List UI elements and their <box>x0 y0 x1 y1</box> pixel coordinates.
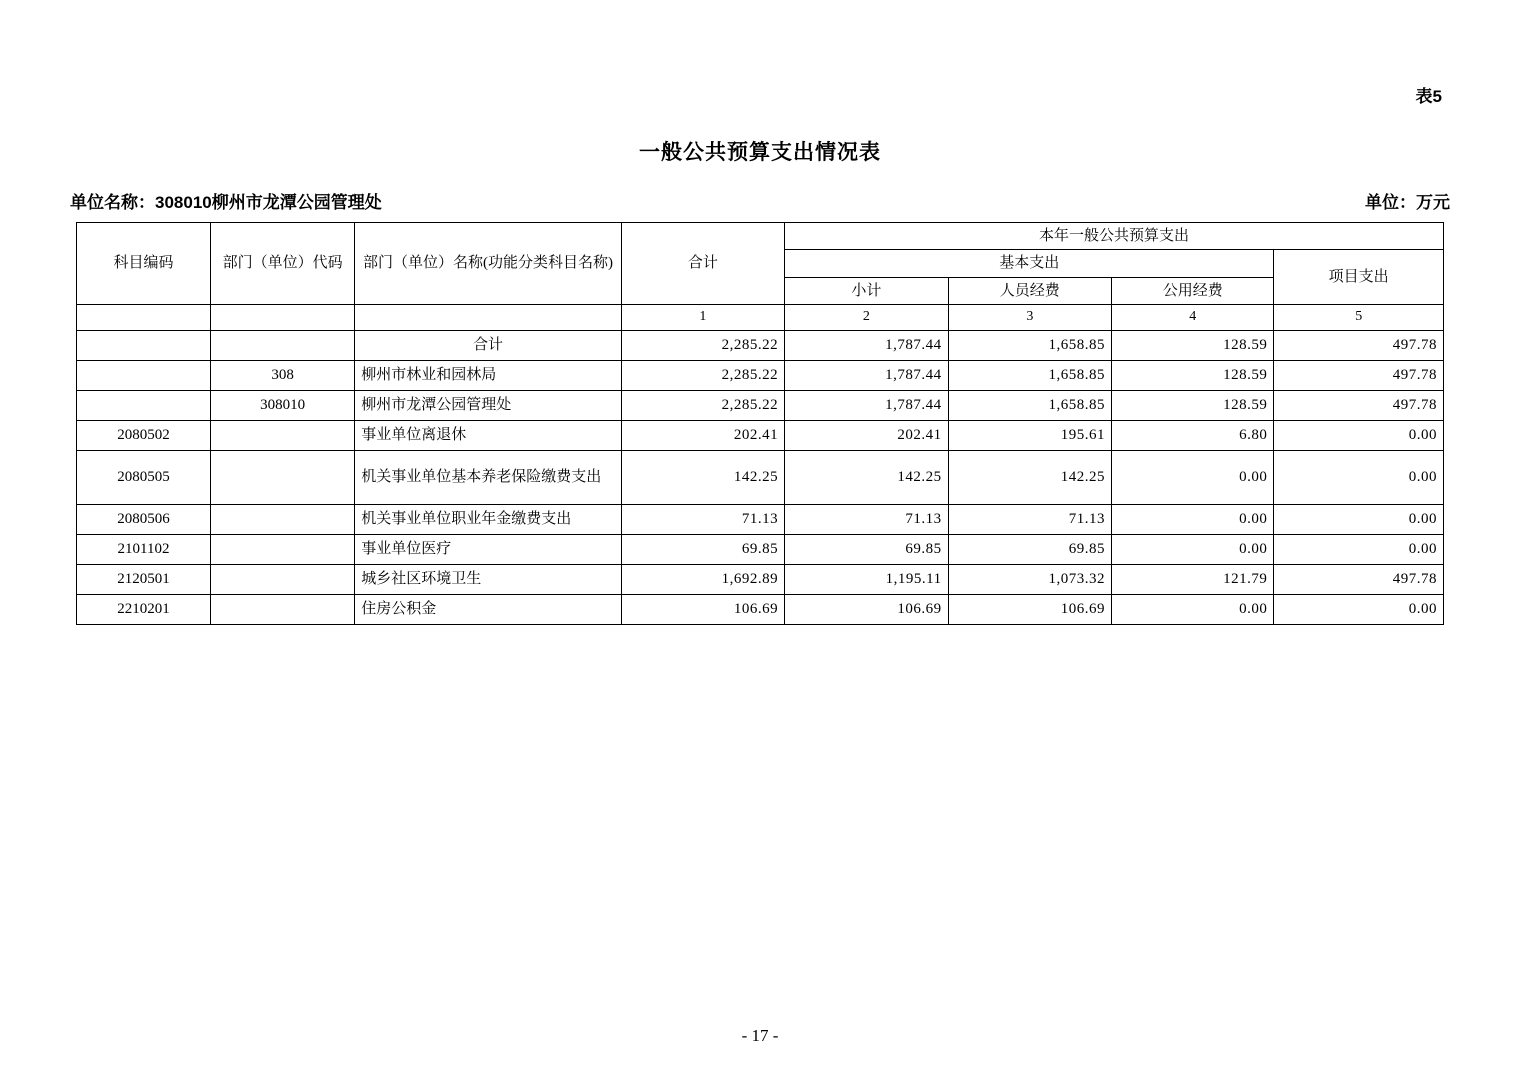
table-row <box>77 390 1444 420</box>
table-row <box>77 360 1444 390</box>
cell-public: 128.59 <box>1112 390 1274 420</box>
cell-personnel: 1,658.85 <box>948 390 1111 420</box>
cell-total: 202.41 <box>621 420 784 450</box>
header-public: 公用经费 <box>1112 277 1274 304</box>
cell-subtotal: 69.85 <box>785 534 948 564</box>
cell-project: 0.00 <box>1274 594 1444 624</box>
colnum-4: 2 <box>785 304 948 330</box>
cell-total: 106.69 <box>621 594 784 624</box>
cell-personnel: 195.61 <box>948 420 1111 450</box>
cell-code: 2120501 <box>77 564 211 594</box>
unit-name: 单位名称：308010柳州市龙潭公园管理处 <box>70 193 382 212</box>
cell-dept-code <box>211 504 355 534</box>
cell-code <box>77 360 211 390</box>
colnum-5: 3 <box>948 304 1111 330</box>
cell-dept-name: 城乡社区环境卫生 <box>355 564 621 594</box>
cell-dept-name: 柳州市龙潭公园管理处 <box>355 390 621 420</box>
table-row <box>77 534 1444 564</box>
colnum-0 <box>77 304 211 330</box>
cell-project: 0.00 <box>1274 534 1444 564</box>
table-head <box>77 223 1444 331</box>
header-total: 合计 <box>621 223 784 305</box>
cell-subtotal: 71.13 <box>785 504 948 534</box>
page-title: 一般公共预算支出情况表 <box>639 141 881 164</box>
cell-subtotal: 1,787.44 <box>785 360 948 390</box>
cell-dept-name: 合计 <box>355 330 621 360</box>
cell-subtotal: 1,195.11 <box>785 564 948 594</box>
cell-total: 142.25 <box>621 450 784 504</box>
cell-project: 497.78 <box>1274 330 1444 360</box>
header-row-1 <box>77 223 1444 250</box>
header-dept-name: 部门（单位）名称(功能分类科目名称) <box>355 223 621 305</box>
cell-dept-name: 住房公积金 <box>355 594 621 624</box>
table-row <box>77 330 1444 360</box>
header-year-group: 本年一般公共预算支出 <box>785 223 1444 250</box>
colnum-6: 4 <box>1112 304 1274 330</box>
cell-subtotal: 202.41 <box>785 420 948 450</box>
cell-dept-code <box>211 330 355 360</box>
header-code: 科目编码 <box>77 223 211 305</box>
cell-project: 497.78 <box>1274 390 1444 420</box>
cell-dept-code <box>211 564 355 594</box>
cell-dept-name: 机关事业单位职业年金缴费支出 <box>355 504 621 534</box>
cell-dept-code: 308 <box>211 360 355 390</box>
cell-personnel: 106.69 <box>948 594 1111 624</box>
cell-public: 0.00 <box>1112 534 1274 564</box>
table-row <box>77 594 1444 624</box>
cell-personnel: 1,658.85 <box>948 360 1111 390</box>
table-row <box>77 504 1444 534</box>
cell-personnel: 71.13 <box>948 504 1111 534</box>
unit-measure: 单位：万元 <box>1365 193 1450 212</box>
table-body <box>77 330 1444 624</box>
header-dept-code: 部门（单位）代码 <box>211 223 355 305</box>
colnum-2 <box>355 304 621 330</box>
table-label: 表5 <box>1415 87 1442 106</box>
colnum-1 <box>211 304 355 330</box>
cell-total: 69.85 <box>621 534 784 564</box>
table-row <box>77 564 1444 594</box>
column-number-row <box>77 304 1444 330</box>
cell-personnel: 142.25 <box>948 450 1111 504</box>
cell-dept-name: 机关事业单位基本养老保险缴费支出 <box>355 450 621 504</box>
cell-total: 71.13 <box>621 504 784 534</box>
cell-project: 497.78 <box>1274 360 1444 390</box>
header-basic-group: 基本支出 <box>785 250 1274 277</box>
cell-code: 2210201 <box>77 594 211 624</box>
cell-total: 2,285.22 <box>621 390 784 420</box>
cell-code: 2080502 <box>77 420 211 450</box>
header-project: 项目支出 <box>1274 250 1444 305</box>
cell-project: 0.00 <box>1274 504 1444 534</box>
cell-project: 497.78 <box>1274 564 1444 594</box>
cell-public: 128.59 <box>1112 330 1274 360</box>
budget-expenditure-table <box>76 222 1444 625</box>
cell-dept-code <box>211 534 355 564</box>
cell-subtotal: 1,787.44 <box>785 330 948 360</box>
colnum-7: 5 <box>1274 304 1444 330</box>
page-number: - 17 - <box>741 1026 779 1045</box>
table-row <box>77 450 1444 504</box>
cell-public: 6.80 <box>1112 420 1274 450</box>
cell-total: 2,285.22 <box>621 360 784 390</box>
cell-dept-name: 事业单位离退休 <box>355 420 621 450</box>
cell-dept-code: 308010 <box>211 390 355 420</box>
cell-public: 0.00 <box>1112 594 1274 624</box>
cell-code <box>77 330 211 360</box>
cell-total: 1,692.89 <box>621 564 784 594</box>
cell-subtotal: 1,787.44 <box>785 390 948 420</box>
cell-public: 121.79 <box>1112 564 1274 594</box>
cell-subtotal: 106.69 <box>785 594 948 624</box>
cell-code: 2080505 <box>77 450 211 504</box>
cell-personnel: 69.85 <box>948 534 1111 564</box>
cell-project: 0.00 <box>1274 420 1444 450</box>
cell-dept-name: 事业单位医疗 <box>355 534 621 564</box>
header-subtotal: 小计 <box>785 277 948 304</box>
cell-dept-code <box>211 420 355 450</box>
cell-dept-name: 柳州市林业和园林局 <box>355 360 621 390</box>
cell-code <box>77 390 211 420</box>
cell-public: 128.59 <box>1112 360 1274 390</box>
cell-dept-code <box>211 450 355 504</box>
colnum-3: 1 <box>621 304 784 330</box>
cell-project: 0.00 <box>1274 450 1444 504</box>
table-row <box>77 420 1444 450</box>
cell-total: 2,285.22 <box>621 330 784 360</box>
header-personnel: 人员经费 <box>948 277 1111 304</box>
cell-code: 2080506 <box>77 504 211 534</box>
cell-personnel: 1,073.32 <box>948 564 1111 594</box>
meta-row <box>70 188 1450 212</box>
cell-public: 0.00 <box>1112 504 1274 534</box>
cell-personnel: 1,658.85 <box>948 330 1111 360</box>
cell-subtotal: 142.25 <box>785 450 948 504</box>
cell-public: 0.00 <box>1112 450 1274 504</box>
cell-dept-code <box>211 594 355 624</box>
cell-code: 2101102 <box>77 534 211 564</box>
